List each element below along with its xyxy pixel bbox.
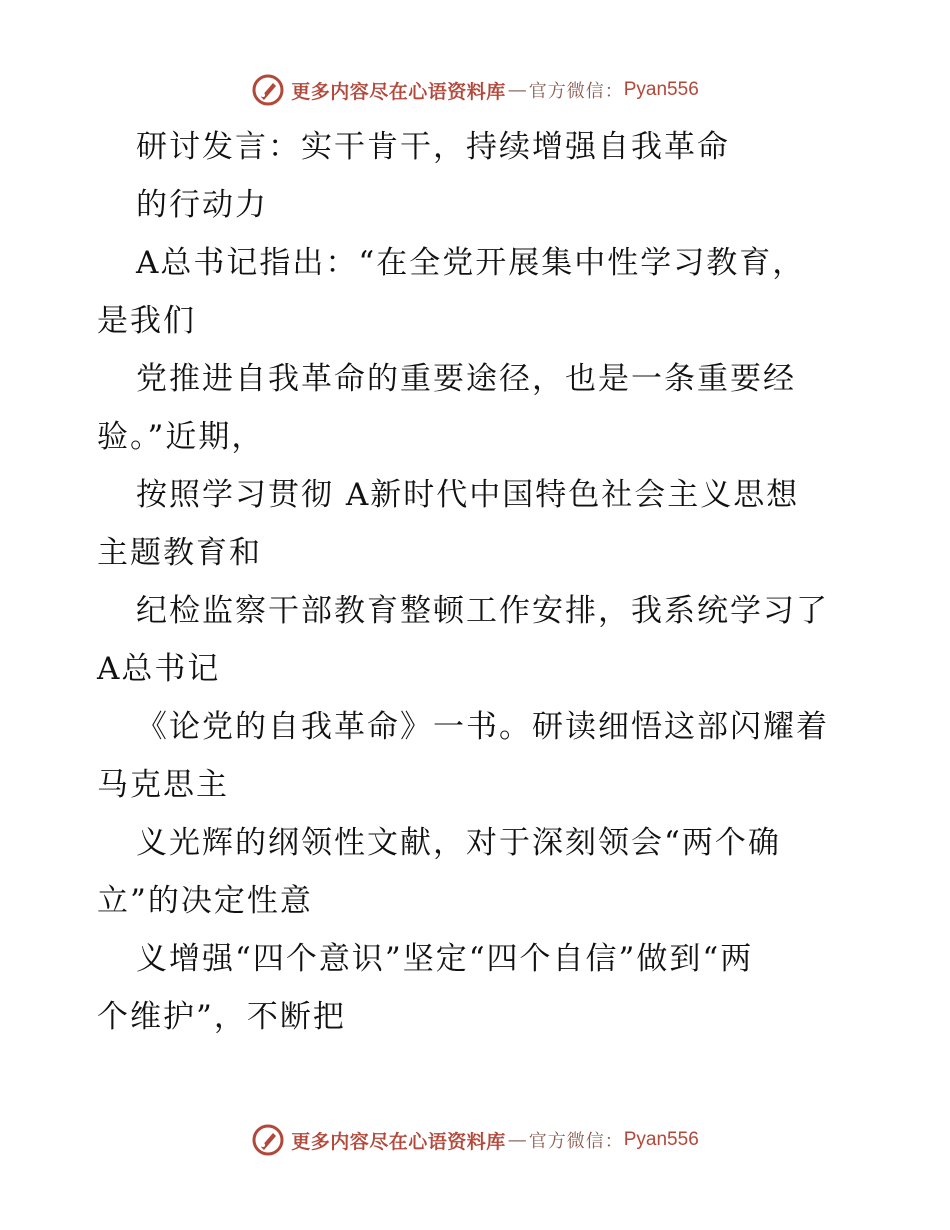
- pen-nib-logo-icon: [251, 73, 285, 107]
- header-wechat-id: Pyan556: [623, 79, 699, 100]
- doc-text-line: 是我们: [97, 303, 196, 339]
- doc-text-line: 按照学习贯彻 A新时代中国特色社会主义思想: [136, 477, 800, 513]
- footer-wechat-id: Pyan556: [623, 1129, 699, 1150]
- header-separator: —: [507, 79, 527, 101]
- header-brand-text: 更多内容尽在心语资料库: [291, 80, 506, 103]
- footer-wechat-label: 官方微信：: [528, 1131, 624, 1152]
- doc-text-line: 《论党的自我革命》一书。研读细悟这部闪耀着: [136, 709, 829, 745]
- doc-text-line: 义光辉的纲领性文献，对于深刻领会“两个确: [136, 825, 781, 861]
- doc-text-line: A总书记指出：“在全党开展集中性学习教育，: [136, 245, 806, 281]
- doc-text-line: 义增强“四个意识”坚定“四个自信”做到“两: [136, 941, 754, 977]
- doc-text-line: 党推进自我革命的重要途径，也是一条重要经: [136, 361, 796, 397]
- footer-separator: —: [507, 1129, 527, 1151]
- doc-text-line: 验。”近期，: [97, 419, 265, 455]
- doc-text-line: 立”的决定性意: [97, 883, 313, 919]
- doc-title-line-1: 研讨发言：实干肯干，持续增强自我革命: [136, 129, 730, 165]
- doc-text-line: 马克思主: [97, 767, 229, 803]
- doc-text-line: 主题教育和: [97, 535, 262, 571]
- footer-brand-text: 更多内容尽在心语资料库: [291, 1130, 506, 1153]
- doc-text-line: 个维护”，不断把: [97, 999, 346, 1035]
- header-wechat-label: 官方微信：: [528, 81, 624, 102]
- document-body: [97, 118, 897, 1046]
- footer-banner: [0, 1118, 950, 1162]
- pen-nib-logo-icon: [251, 1123, 285, 1157]
- doc-text-line: A总书记: [97, 651, 221, 687]
- doc-title-line-2: 的行动力: [136, 187, 268, 223]
- header-banner: [0, 68, 950, 112]
- doc-text-line: 纪检监察干部教育整顿工作安排，我系统学习了: [136, 593, 829, 629]
